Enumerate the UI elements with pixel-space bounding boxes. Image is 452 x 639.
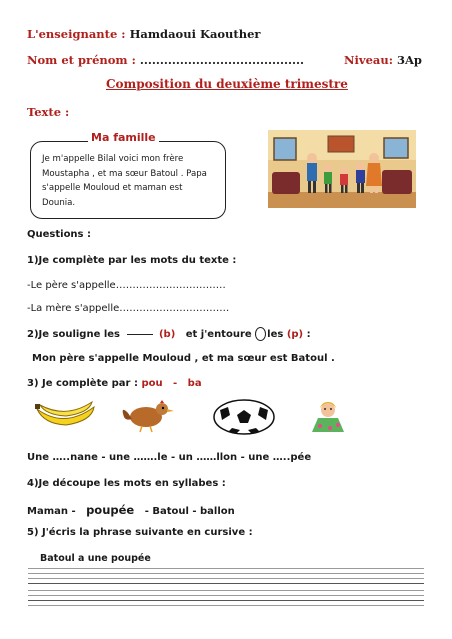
- q5-sentence: Batoul a une poupée: [40, 553, 151, 564]
- banana-image: [34, 399, 98, 433]
- doll-image: [306, 398, 350, 440]
- ruled-line: [28, 583, 424, 584]
- q3-option-pou: pou: [141, 378, 163, 389]
- q4-words: [27, 503, 235, 517]
- family-illustration: [268, 130, 416, 208]
- ruled-line: [28, 605, 424, 606]
- ball-image: [212, 398, 276, 440]
- q3-option-ba: ba: [187, 378, 202, 389]
- story-text: Je m'appelle Bilal voici mon frère Moustapha , et ma sœur Batoul . Papa s'appelle Mouloud et maman est Dounia.: [42, 154, 207, 208]
- circle-sample-icon: [255, 327, 266, 341]
- q2-part3: et j'entoure: [185, 329, 252, 340]
- questions-label: Questions :: [27, 229, 91, 240]
- q1-line-mother: -La mère s'appelle……………………………: [27, 303, 230, 314]
- level-line: [344, 53, 422, 67]
- teacher-label: L'enseignante :: [27, 27, 126, 41]
- q3-label: 3) Je complète par :: [27, 378, 138, 389]
- ruled-line: [28, 578, 424, 579]
- level-label: Niveau:: [344, 53, 393, 67]
- q2-letter-p: (p): [286, 329, 304, 340]
- name-dots: .........................................: [139, 53, 305, 67]
- q4-words-c: - Batoul - ballon: [144, 506, 235, 517]
- texte-label: Texte :: [27, 105, 70, 119]
- q4-words-a: Maman -: [27, 506, 76, 517]
- ruled-line: [28, 568, 424, 569]
- ruled-line: [28, 595, 424, 596]
- level-value: 3Ap: [396, 53, 422, 67]
- teacher-name: Hamdaoui Kaouther: [129, 27, 261, 41]
- hen-image: [116, 399, 176, 437]
- q1-line-father: -Le père s'appelle……………………………: [27, 280, 226, 291]
- q5-instruction: 5) J'écris la phrase suivante en cursive :: [27, 527, 253, 538]
- q2-part4: les: [267, 329, 284, 340]
- q3-words: Une …..nane - une …….le - un ……llon - une …..pée: [27, 452, 312, 463]
- q4-word-b: poupée: [86, 503, 135, 517]
- story-title: Ma famille: [88, 131, 159, 144]
- name-line: [27, 53, 304, 67]
- underline-sample: [127, 334, 153, 335]
- ruled-line: [28, 573, 424, 574]
- q1-instruction: 1)Je complète par les mots du texte :: [27, 255, 237, 266]
- name-label: Nom et prénom :: [27, 53, 136, 67]
- q2-instruction: [27, 327, 311, 341]
- q2-letter-b: (b): [158, 329, 176, 340]
- q2-part6: :: [306, 329, 311, 340]
- teacher-line: [27, 27, 260, 41]
- page-title: Composition du deuxième trimestre: [106, 77, 348, 91]
- q3-instruction: [27, 378, 202, 389]
- q3-dash: -: [173, 378, 178, 389]
- q2-part1: 2)Je souligne les: [27, 329, 121, 340]
- ruled-line: [28, 600, 424, 601]
- q2-sentence: Mon père s'appelle Mouloud , et ma sœur est Batoul .: [32, 353, 335, 364]
- q4-instruction: 4)Je découpe les mots en syllabes :: [27, 478, 226, 489]
- ruled-line: [28, 590, 424, 591]
